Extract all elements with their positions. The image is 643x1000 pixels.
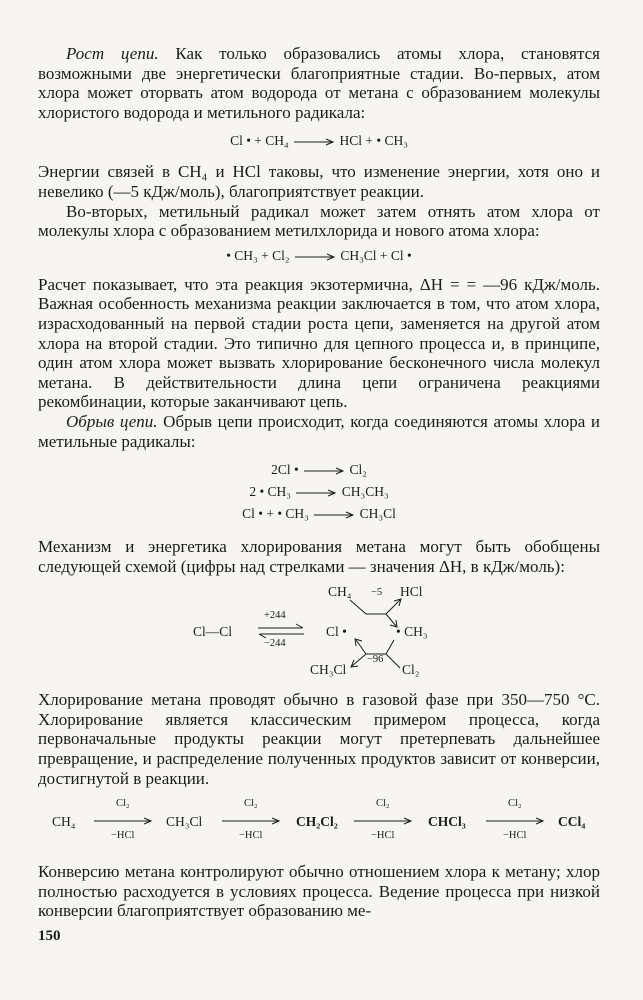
equation-step1 (38, 132, 600, 150)
chain-byproduct-4: −HCl (503, 830, 527, 842)
t3-left: Cl • + • CH₃ (242, 506, 309, 522)
scheme-ch3-rad: • CH₃ (396, 624, 428, 640)
paragraph-termination (38, 412, 600, 451)
chain-byproduct-2: −HCl (239, 830, 263, 842)
right-arrow-icon (92, 816, 154, 826)
paragraph-second-step: Во-вторых, метильный радикал может затем отнять атом хлора от молекулы хлора с образованием метилхлорида и нового атома хлора: (38, 201, 600, 241)
eq1-left: Cl • + CH₄ (230, 133, 289, 149)
t3-right: CH₃Cl (359, 506, 396, 522)
scheme-dh-back: −244 (264, 638, 286, 650)
scheme-cl2: Cl₂ (402, 662, 420, 678)
eq2-right: CH₃Cl + Cl • (340, 247, 412, 263)
paragraph-mechanism-summary: Механизм и энергетика хлорирования метана могут быть обобщены следующей схемой (цифры над стрелками — значения ΔH, в кДж/моль): (38, 537, 600, 576)
paragraph-chain-propagation (38, 44, 600, 122)
chain-reagent-2: Cl₂ (244, 798, 258, 810)
scheme-hcl: HCl (400, 584, 423, 600)
chain-species-4: CCl₄ (558, 814, 586, 830)
lead-chain-propagation: Рост цепи. (66, 44, 159, 63)
catalytic-cycle-icon (338, 594, 418, 674)
t2-left: 2 • CH₃ (249, 484, 291, 500)
right-arrow-icon (294, 488, 338, 498)
chain-species-3: CHCl₃ (428, 814, 466, 830)
eq1-right: HCl + • CH₃ (339, 133, 408, 149)
equation-step2 (38, 247, 600, 265)
right-arrow-icon (292, 137, 336, 147)
termination-eq3 (38, 503, 600, 525)
paragraph-bond-energies: Энергии связей в CH₄ и HCl таковы, что изменение энергии, хотя оно и невелико (—5 кДж/моль), благоприятствует реакции. (38, 162, 600, 201)
paragraph-conversion: Конверсию метана контролируют обычно отношением хлора к метану; хлор полностью расходуется в условиях процесса. Ведение процесса при низкой конверсии благоприятствует образованию ме- (38, 862, 600, 921)
paragraph-gas-phase: Хлорирование метана проводят обычно в газовой фазе при 350—750 °С. Хлорирование является классическим примером процесса, когда первоначальные продукты реакции могут претерпевать дальнейшее превращение, и распределение полученных продуктов зависит от конверсии, достигнутой в реакции. (38, 690, 600, 788)
chain-reagent-1: Cl₂ (116, 798, 130, 810)
chain-byproduct-1: −HCl (111, 830, 135, 842)
page-number: 150 (38, 928, 61, 944)
lead-termination: Обрыв цепи. (66, 411, 158, 431)
text-chain-propagation: Как только образовались атомы хлора, становятся возможными две энергетически благоприятные стадии. Во-первых, атом хлора может оторвать атом водорода от метана с образованием молекулы хлористого водорода и метильного радикала: (38, 44, 600, 122)
right-arrow-icon (312, 510, 356, 520)
right-arrow-icon (484, 816, 546, 826)
t1-right: Cl₂ (349, 462, 367, 478)
right-arrow-icon (293, 252, 337, 262)
scheme-clcl: Cl—Cl (193, 624, 233, 640)
termination-eq2 (38, 481, 600, 503)
t2-right: CH₃CH₃ (341, 484, 389, 500)
text-termination: Обрыв цепи происходит, когда соединяются атомы хлора и метильные радикалы: (38, 411, 600, 451)
chlorination-chain (38, 794, 600, 850)
scheme-dh-forward: +244 (264, 610, 286, 622)
right-arrow-icon (302, 466, 346, 476)
scheme-dh-top: −5 (371, 587, 383, 599)
page-body (38, 44, 600, 921)
chain-species-1: CH₃Cl (166, 814, 203, 830)
scheme-dh-bottom: −96 (367, 654, 384, 666)
right-arrow-icon (352, 816, 414, 826)
chain-reagent-4: Cl₂ (508, 798, 522, 810)
chain-species-2: CH₂Cl₂ (296, 814, 338, 830)
t1-left: 2Cl • (271, 462, 299, 478)
chain-reagent-3: Cl₂ (376, 798, 390, 810)
termination-eq1 (38, 459, 600, 481)
scheme-ch4: CH₄ (328, 584, 352, 600)
scheme-ch3cl: CH₃Cl (310, 662, 347, 678)
scheme-cl-rad: Cl • (326, 624, 347, 640)
chain-byproduct-3: −HCl (371, 830, 395, 842)
mechanism-scheme (38, 584, 600, 680)
paragraph-calculation: Расчет показывает, что эта реакция экзотермична, ΔH = = —96 кДж/моль. Важная особенность механизма реакции заключается в том, что атом хлора, израсходованный на первой стадии роста цепи, заменяется на другой атом хлора на второй стадии. Это типично для цепного процесса и, в принципе, один атом хлора может вызвать хлорирование бесконечного числа молекул метана. В действительности длина цепи ограничена реакциями рекомбинации, которые заканчивают цепь. (38, 274, 600, 412)
right-arrow-icon (220, 816, 282, 826)
chain-species-0: CH₄ (52, 814, 76, 830)
eq2-left: • CH₃ + Cl₂ (226, 247, 290, 263)
termination-equations (38, 459, 600, 525)
